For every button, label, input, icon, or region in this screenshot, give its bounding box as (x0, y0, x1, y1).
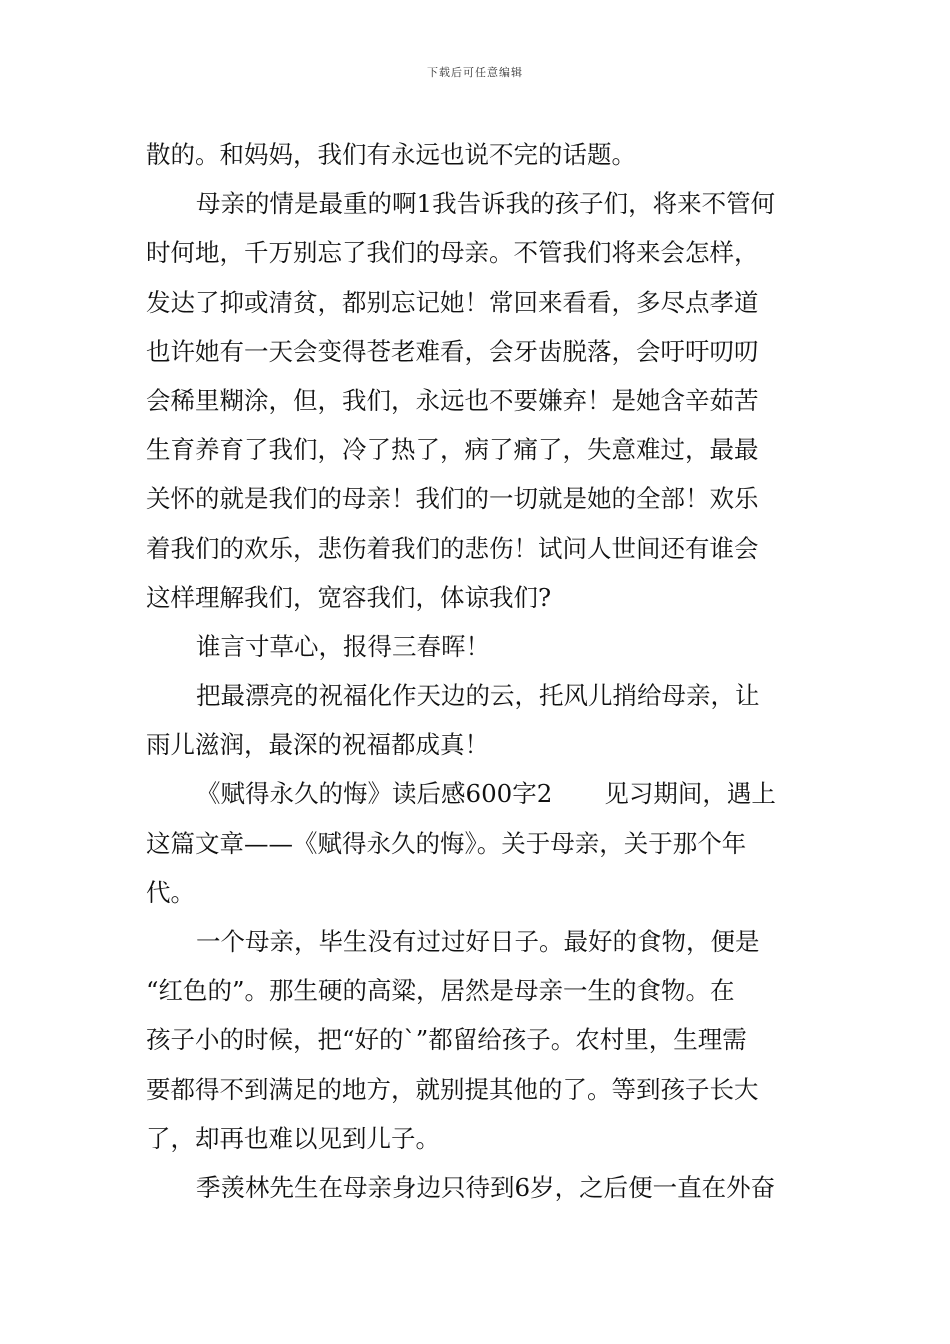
text-line (146, 769, 810, 818)
text-line: 一个母亲，毕生没有过过好日子。最好的食物，便是 (196, 927, 760, 956)
text-line: 这篇文章——《赋得永久的悔》。关于母亲，关于那个年 (146, 828, 747, 858)
text-line: 关怀的就是我们的母亲！我们的一切就是她的全部！欢乐 (146, 484, 759, 514)
text-segment: 见习期间，遇上 (604, 779, 776, 809)
text-line: 着我们的欢乐，悲伤着我们的悲伤！试问人世间还有谁会 (146, 533, 759, 563)
text-line: 孩子小的时候，把“好的`”都留给孩子。农村里，生理需 (146, 1025, 747, 1055)
text-line: 代。 (146, 877, 195, 907)
text-line: 雨儿滋润，最深的祝福都成真！ (146, 730, 489, 760)
text-line: 发达了抑或清贫，都别忘记她！常回来看看，多尽点孝道 (146, 287, 759, 317)
text-line: “红色的”。那生硬的高粱，居然是母亲一生的食物。在 (146, 976, 735, 1006)
text-line: 生育养育了我们，冷了热了，病了痛了，失意难过，最最 (146, 435, 759, 465)
text-line: 季羡林先生在母亲身边只待到6岁，之后便一直在外奋 (196, 1172, 776, 1202)
text-line: 要都得不到满足的地方，就别提其他的了。等到孩子长大 (146, 1074, 759, 1104)
text-line: 也许她有一天会变得苍老难看，会牙齿脱落，会吁吁叨叨 (146, 336, 759, 366)
text-line: 了，却再也难以见到儿子。 (146, 1123, 440, 1153)
text-line: 这样理解我们，宽容我们，体谅我们? (146, 582, 552, 612)
text-line: 散的。和妈妈，我们有永远也说不完的话题。 (146, 140, 636, 169)
page-header: 下载后可任意编辑 (427, 66, 523, 79)
document-body (146, 130, 810, 1212)
text-line: 把最漂亮的祝福化作天边的云，托风儿捎给母亲，让 (196, 681, 760, 711)
text-line: 母亲的情是最重的啊1我告诉我的孩子们，将来不管何 (196, 189, 776, 219)
article-title: 《赋得永久的悔》读后感600字2 (196, 779, 553, 809)
text-line: 时何地，千万别忘了我们的母亲。不管我们将来会怎样， (146, 238, 759, 268)
text-line: 会稀里糊涂，但，我们，永远也不要嫌弃！是她含辛茹苦 (146, 385, 759, 415)
text-line: 谁言寸草心，报得三春晖！ (196, 631, 490, 661)
